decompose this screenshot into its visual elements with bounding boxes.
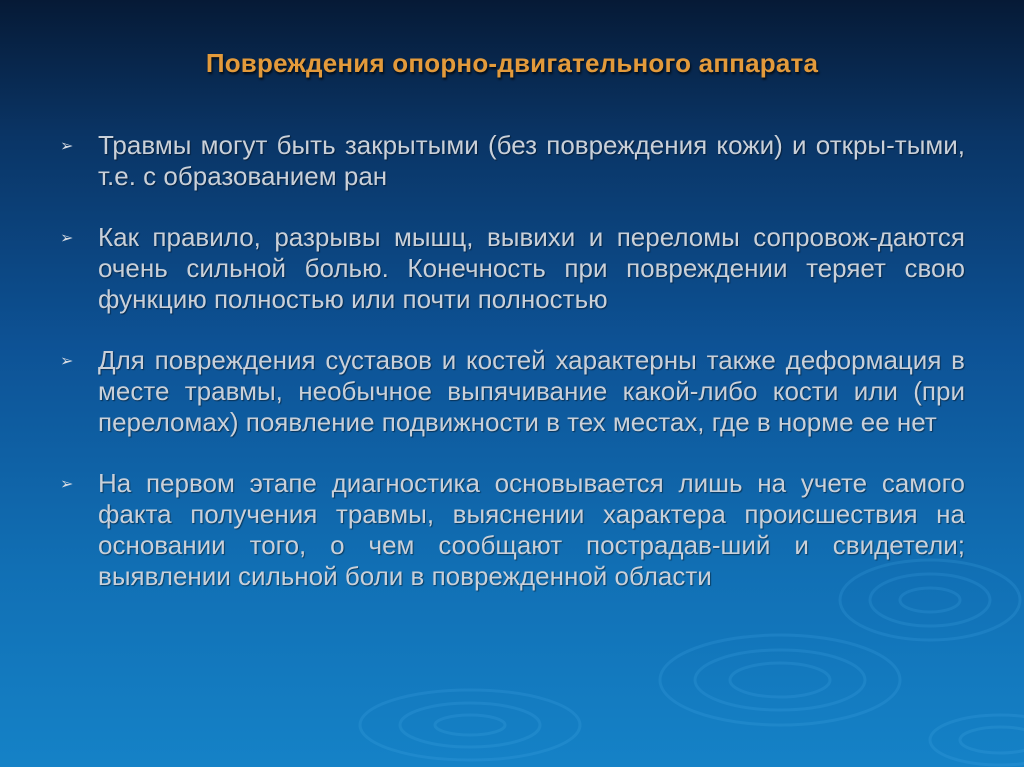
slide-title: Повреждения опорно-двигательного аппарата [205,48,819,78]
chevron-right-icon: ➢ [60,136,74,155]
bullet-item [60,222,965,315]
bullet-text: Как правило, разрывы мышц, вывихи и переломы сопровож-даются очень сильной болью. Конечность при повреждении теряет свою функцию полностью или почти полностью [98,222,965,314]
bullet-item [60,345,965,438]
bullet-item [60,130,965,192]
bullet-text: На первом этапе диагностика основывается лишь на учете самого факта получения травмы, выяснении характера происшествия на основании того, о чем сообщают пострадав-ший и свидетели; выявлении сильной боли в поврежденной области [98,468,965,591]
bullet-item [60,468,965,592]
bullet-list [60,130,965,622]
chevron-right-icon: ➢ [60,351,74,370]
chevron-right-icon: ➢ [60,228,74,247]
chevron-right-icon: ➢ [60,474,74,493]
bullet-text: Для повреждения суставов и костей характерны также деформация в месте травмы, необычное выпячивание какой-либо кости или (при переломах) появление подвижности в тех местах, где в норме ее нет [98,345,965,437]
bullet-text: Травмы могут быть закрытыми (без повреждения кожи) и откры-тыми, т.е. с образованием ран [98,130,965,191]
